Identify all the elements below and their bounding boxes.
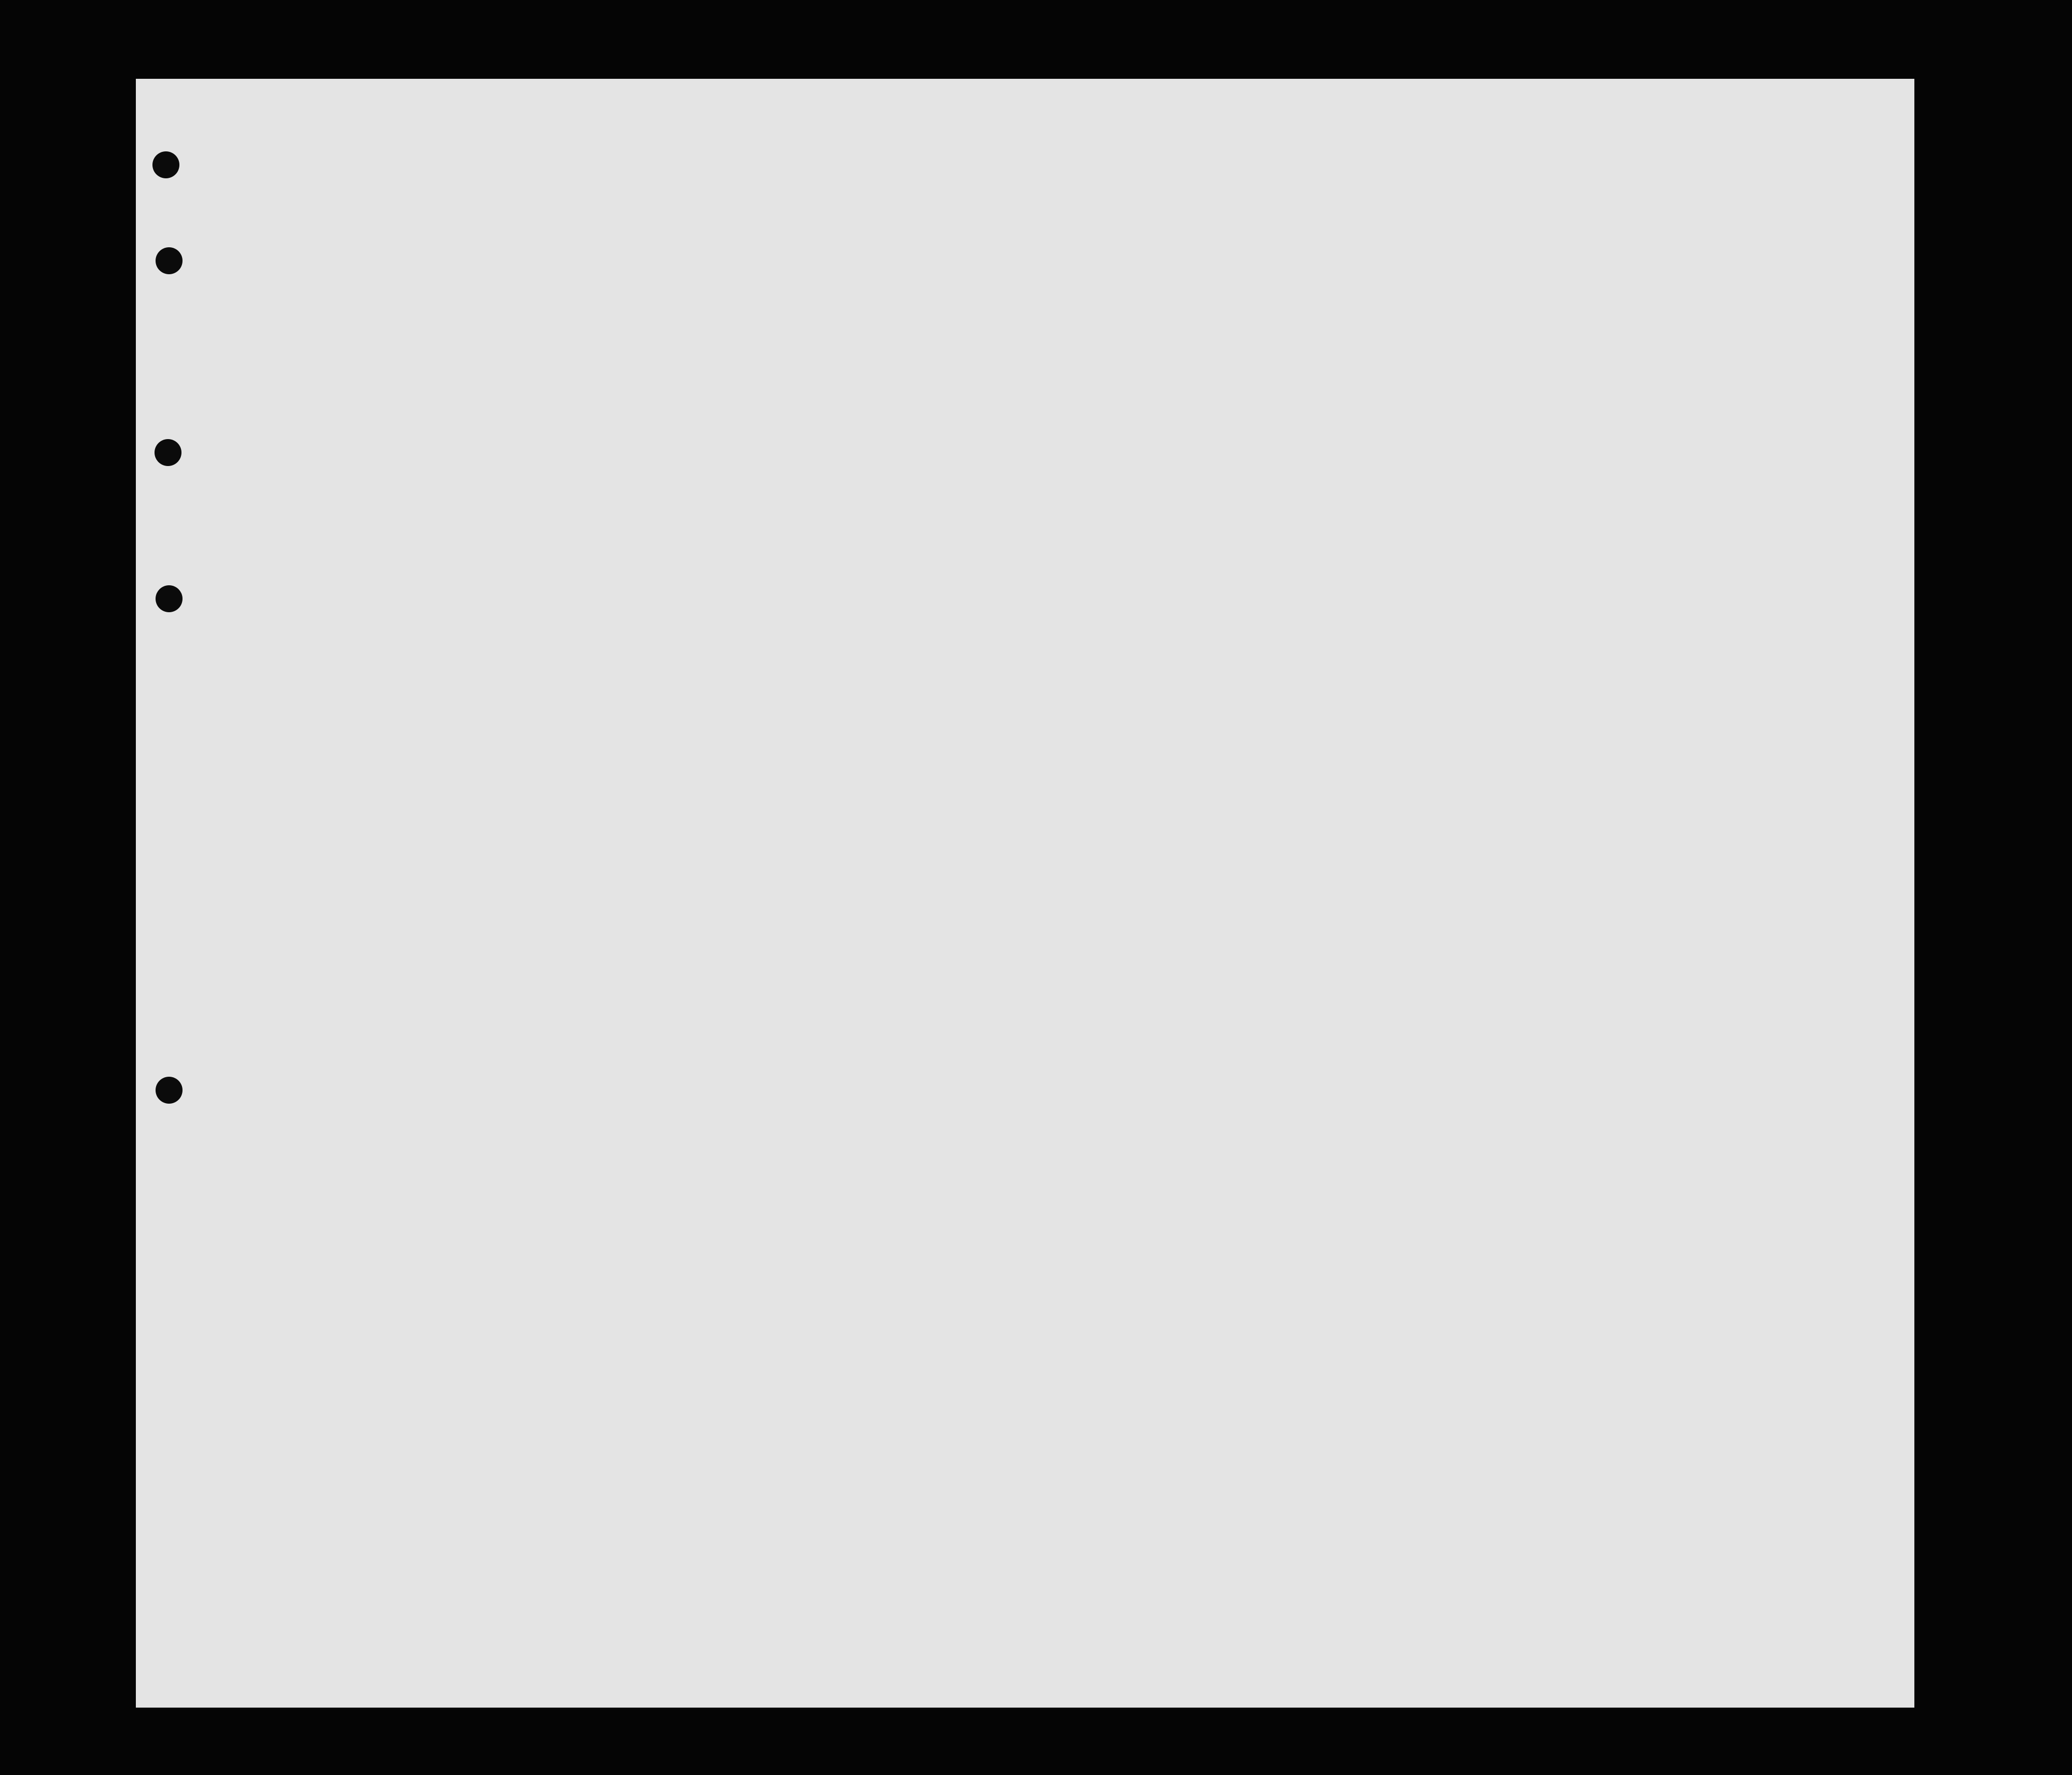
form-grid: [136, 79, 1914, 1708]
manifest-sheet: [136, 79, 1914, 1708]
